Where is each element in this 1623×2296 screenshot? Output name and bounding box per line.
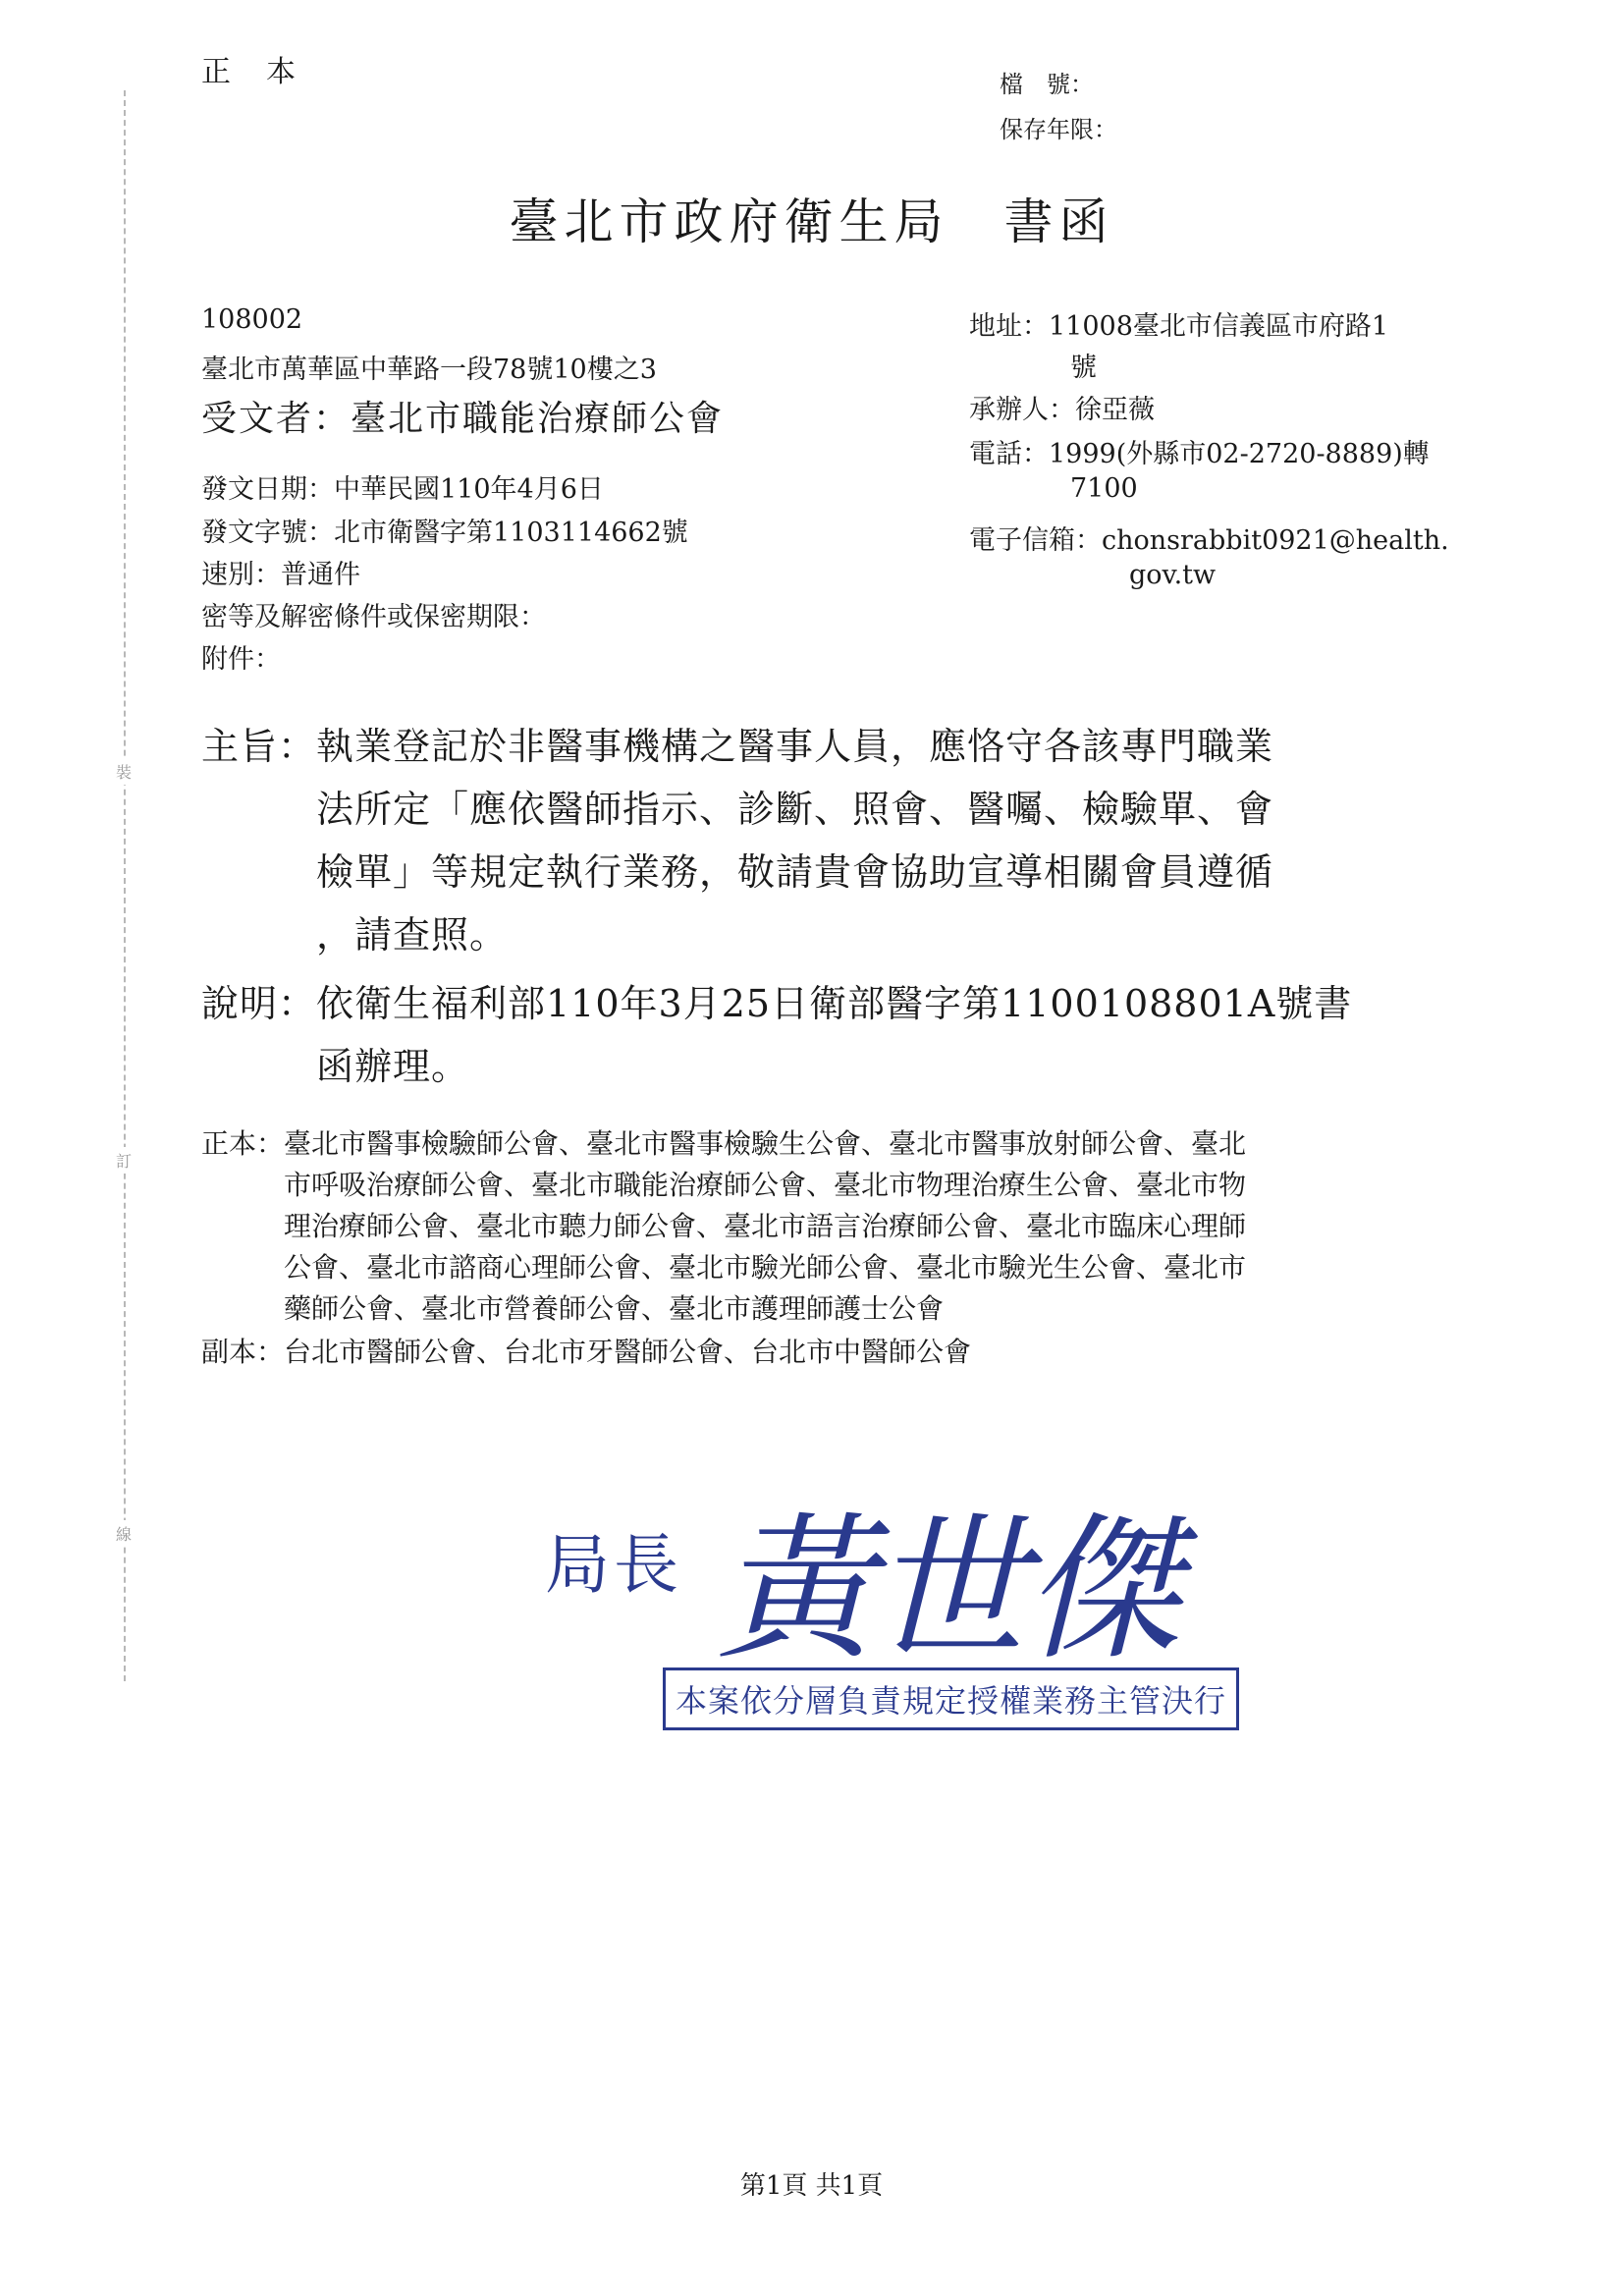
attachment: 附件：	[201, 644, 281, 675]
contact-handler: 承辦人：徐亞薇	[969, 395, 1155, 425]
secrecy-level: 密等及解密條件或保密期限：	[201, 602, 546, 632]
explanation-line-2: 函辦理。	[201, 1045, 470, 1088]
original-recipients-4: 公會、臺北市諮商心理師公會、臺北市驗光師公會、臺北市驗光生公會、臺北市	[201, 1251, 1247, 1284]
contact-phone: 電話：1999(外縣市02-2720-8889)轉	[969, 439, 1430, 469]
retention-label: 保存年限：	[1000, 116, 1117, 143]
original-recipients-5: 藥師公會、臺北市營養師公會、臺北市護理師護士公會	[201, 1292, 945, 1325]
speed-class: 速別：普通件	[201, 560, 360, 590]
issue-number: 發文字號：北市衛醫字第1103114662號	[201, 518, 688, 548]
copy-recipients: 副本：台北市醫師公會、台北市牙醫師公會、台北市中醫師公會	[201, 1336, 972, 1368]
original-recipients-3: 理治療師公會、臺北市聽力師公會、臺北市語言治療師公會、臺北市臨床心理師	[201, 1210, 1247, 1242]
file-number-label: 檔 號：	[1000, 71, 1094, 98]
subject-line-3: 檢單」等規定執行業務，敬請貴會協助宣導相關會員遵循	[201, 850, 1274, 894]
explanation-line-1: 說明：依衛生福利部110年3月25日衛部醫字第1100108801A號書	[201, 982, 1353, 1025]
contact-address: 地址：11008臺北市信義區市府路1	[969, 311, 1389, 342]
recipient-address: 臺北市萬華區中華路一段78號10樓之3	[201, 355, 657, 385]
contact-email-cont: gov.tw	[1129, 560, 1217, 590]
postal-code: 108002	[201, 304, 303, 335]
original-recipients-2: 市呼吸治療師公會、臺北市職能治療師公會、臺北市物理治療生公會、臺北市物	[201, 1169, 1247, 1201]
authorization-stamp: 本案依分層負責規定授權業務主管決行	[663, 1667, 1239, 1730]
page-number: 第1頁 共1頁	[739, 2171, 884, 2201]
contact-phone-ext: 7100	[1070, 473, 1138, 504]
recipient: 受文者：臺北市職能治療師公會	[201, 399, 725, 439]
subject-line-1: 主旨：執業登記於非醫事機構之醫事人員，應恪守各該專門職業	[201, 725, 1274, 768]
signature-title: 局長	[545, 1527, 682, 1603]
subject-line-2: 法所定「應依醫師指示、診斷、照會、醫囑、檢驗單、會	[201, 788, 1274, 831]
original-recipients-1: 正本：臺北市醫事檢驗師公會、臺北市醫事檢驗生公會、臺北市醫事放射師公會、臺北	[201, 1127, 1247, 1160]
contact-email: 電子信箱：chonsrabbit0921@health.	[969, 525, 1449, 556]
contact-address-cont: 號	[1070, 353, 1097, 383]
signature-name: 黃世傑	[717, 1498, 1177, 1681]
document-title: 臺北市政府衛生局 書函	[509, 193, 1114, 250]
binding-mark-zhuang: 裝	[116, 758, 132, 785]
binding-line	[124, 90, 126, 1681]
issue-date: 發文日期：中華民國110年4月6日	[201, 474, 604, 505]
binding-mark-ding: 訂	[116, 1147, 132, 1174]
copy-type-label: 正本	[201, 55, 331, 89]
binding-mark-xian: 線	[116, 1520, 132, 1547]
subject-line-4: ，請查照。	[201, 913, 509, 957]
